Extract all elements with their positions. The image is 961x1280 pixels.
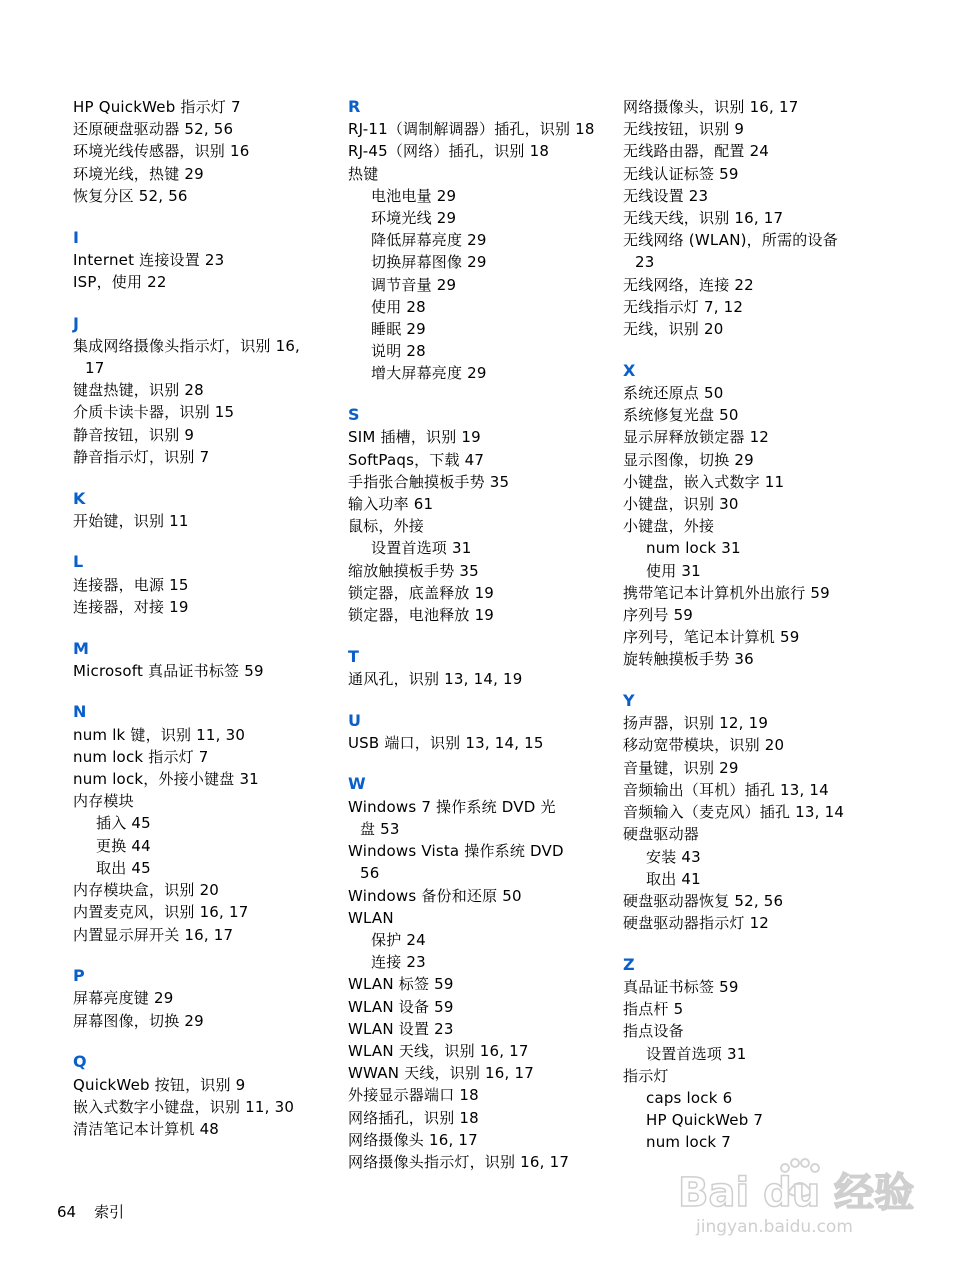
section-gap (73, 682, 328, 702)
watermark-brand: Bai du 经验 (678, 1170, 915, 1216)
index-entry: 系统还原点 50 (623, 383, 724, 402)
index-letter-heading: U (348, 710, 361, 730)
index-entry: SoftPaqs，下载 47 (348, 450, 485, 469)
section-gap (623, 340, 893, 360)
index-entry: 硬盘驱动器 (623, 825, 700, 844)
index-entry: 硬盘驱动器恢复 52, 56 (623, 891, 784, 910)
index-subentry: caps lock 6 (646, 1089, 733, 1108)
index-entry: num lock，外接小键盘 31 (73, 770, 259, 789)
section-gap (348, 754, 603, 774)
index-letter-heading: K (73, 488, 86, 508)
index-entry: 音频输入（麦克风）插孔 13, 14 (623, 803, 845, 822)
index-letter-heading: Z (623, 954, 635, 974)
index-entry: 旋转触摸板手势 36 (623, 650, 754, 669)
index-letter-heading: Y (623, 691, 635, 711)
index-subentry: 保护 24 (371, 930, 426, 949)
section-gap (623, 671, 893, 691)
index-entry: 网络摄像头 16, 17 (348, 1130, 478, 1149)
index-entry: 无线网络 (WLAN)，所需的设备 (623, 231, 838, 250)
index-column-1 (73, 96, 328, 1140)
index-entry: 输入功率 61 (348, 494, 434, 513)
index-entry: 静音按钮，识别 9 (73, 425, 195, 444)
index-entry: 无线设置 23 (623, 186, 709, 205)
index-entry: 无线按钮，识别 9 (623, 120, 745, 139)
index-entry: 锁定器，底盖释放 19 (348, 583, 495, 602)
index-letter-heading: W (348, 774, 366, 794)
index-subentry: 环境光线 29 (371, 209, 457, 228)
index-entry: Microsoft 真品证书标签 59 (73, 661, 264, 680)
index-entry: 无线网络，连接 22 (623, 275, 754, 294)
index-entry: 网络插孔，识别 18 (348, 1108, 479, 1127)
index-entry: 显示图像，切换 29 (623, 450, 754, 469)
index-entry: ISP，使用 22 (73, 272, 167, 291)
index-subentry: 说明 28 (371, 342, 426, 361)
section-gap (73, 468, 328, 488)
index-letter-heading: M (73, 638, 89, 658)
index-entry: 清洁笔记本计算机 48 (73, 1119, 220, 1138)
section-gap (73, 618, 328, 638)
index-column-3 (623, 96, 893, 1154)
index-entry: 通风孔，识别 13, 14, 19 (348, 669, 523, 688)
index-entry: num lock 指示灯 7 (73, 747, 209, 766)
page-footer (57, 1201, 142, 1222)
index-entry: 手指张合触摸板手势 35 (348, 472, 510, 491)
section-gap (348, 690, 603, 710)
index-entry: 无线天线，识别 16, 17 (623, 209, 784, 228)
index-entry: 连接器，电源 15 (73, 575, 189, 594)
index-entry: 环境光线传感器，识别 16 (73, 142, 250, 161)
index-entry: 无线认证标签 59 (623, 164, 739, 183)
index-entry: 介质卡读卡器，识别 15 (73, 403, 235, 422)
index-entry: 移动宽带模块，识别 20 (623, 736, 785, 755)
index-entry: WLAN 标签 59 (348, 975, 454, 994)
index-entry-continuation: 盘 53 (360, 819, 400, 838)
index-entry: 内存模块 (73, 792, 134, 811)
index-entry: Internet 连接设置 23 (73, 250, 225, 269)
index-entry: num lk 键，识别 11, 30 (73, 725, 246, 744)
index-entry: RJ-45（网络）插孔，识别 18 (348, 142, 550, 161)
index-subentry: HP QuickWeb 7 (646, 1111, 764, 1130)
index-entry: 序列号 59 (623, 605, 694, 624)
index-entry: 小键盘，嵌入式数字 11 (623, 472, 785, 491)
index-letter-heading: Q (73, 1052, 87, 1072)
watermark-url: jingyan.baidu.com (696, 1217, 853, 1237)
index-entry: 内存模块盒，识别 20 (73, 881, 220, 900)
index-subentry: 调节音量 29 (371, 275, 457, 294)
index-entry: 集成网络摄像头指示灯，识别 16, (73, 336, 301, 355)
index-entry: 还原硬盘驱动器 52, 56 (73, 120, 234, 139)
index-entry: 内置麦克风，识别 16, 17 (73, 903, 249, 922)
index-letter-heading: J (73, 313, 79, 333)
index-entry: 真品证书标签 59 (623, 978, 739, 997)
index-entry: 音频输出（耳机）插孔 13, 14 (623, 780, 829, 799)
index-subentry: 连接 23 (371, 953, 426, 972)
index-entry: WLAN 设置 23 (348, 1019, 454, 1038)
index-entry-continuation: 23 (635, 253, 655, 272)
index-entry: 环境光线，热键 29 (73, 164, 204, 183)
section-gap (623, 934, 893, 954)
index-subentry: 降低屏幕亮度 29 (371, 231, 487, 250)
index-entry: Windows Vista 操作系统 DVD (348, 842, 564, 861)
index-entry: 序列号，笔记本计算机 59 (623, 628, 800, 647)
index-entry: 恢复分区 52, 56 (73, 186, 188, 205)
index-entry: 显示屏释放锁定器 12 (623, 428, 770, 447)
index-entry: 无线，识别 20 (623, 320, 724, 339)
index-letter-heading: S (348, 405, 360, 425)
section-gap (73, 293, 328, 313)
index-subentry: 取出 41 (646, 869, 701, 888)
index-subentry: 设置首选项 31 (646, 1044, 747, 1063)
index-entry: 屏幕图像，切换 29 (73, 1011, 204, 1030)
index-entry: 小键盘，外接 (623, 517, 715, 536)
index-subentry: 使用 31 (646, 561, 701, 580)
index-entry: 系统修复光盘 50 (623, 406, 739, 425)
section-gap (73, 1032, 328, 1052)
index-entry: 鼠标，外接 (348, 517, 425, 536)
index-entry: 缩放触摸板手势 35 (348, 561, 479, 580)
index-entry: WLAN (348, 908, 394, 927)
index-entry: RJ-11（调制解调器）插孔，识别 18 (348, 120, 595, 139)
page-number: 64 (57, 1203, 77, 1221)
index-subentry: 睡眠 29 (371, 320, 426, 339)
section-gap (348, 385, 603, 405)
index-entry: HP QuickWeb 指示灯 7 (73, 98, 241, 116)
index-entry: Windows 备份和还原 50 (348, 886, 522, 905)
index-entry-continuation: 17 (85, 359, 105, 378)
index-entry: 音量键，识别 29 (623, 758, 739, 777)
index-entry: Windows 7 操作系统 DVD 光 (348, 797, 556, 816)
index-letter-heading: T (348, 646, 359, 666)
index-entry: 网络摄像头，识别 16, 17 (623, 98, 799, 116)
index-letter-heading: X (623, 360, 636, 380)
index-letter-heading: R (348, 97, 361, 116)
index-subentry: 使用 28 (371, 297, 426, 316)
index-entry: WWAN 天线，识别 16, 17 (348, 1064, 534, 1083)
index-entry: 网络摄像头指示灯，识别 16, 17 (348, 1152, 570, 1171)
index-subentry: 电池电量 29 (371, 186, 457, 205)
index-subentry: num lock 7 (646, 1133, 731, 1152)
index-entry: 热键 (348, 164, 379, 183)
index-letter-heading: P (73, 966, 85, 986)
index-entry: 屏幕亮度键 29 (73, 989, 174, 1008)
section-gap (348, 626, 603, 646)
index-subentry: 设置首选项 31 (371, 539, 472, 558)
index-entry: 指点设备 (623, 1022, 684, 1041)
index-subentry: 安装 43 (646, 847, 701, 866)
baidu-jingyan-watermark (678, 1158, 918, 1238)
index-subentry: 增大屏幕亮度 29 (371, 364, 487, 383)
index-entry: 键盘热键，识别 28 (73, 381, 204, 400)
index-entry: 内置显示屏开关 16, 17 (73, 925, 234, 944)
index-subentry: num lock 31 (646, 539, 741, 558)
index-entry: 指点杆 5 (623, 1000, 684, 1019)
index-entry: 携带笔记本计算机外出旅行 59 (623, 583, 830, 602)
index-letter-heading: L (73, 552, 84, 572)
index-subentry: 取出 45 (96, 858, 151, 877)
index-entry: 扬声器，识别 12, 19 (623, 714, 769, 733)
section-gap (73, 946, 328, 966)
index-letter-heading: I (73, 227, 79, 247)
index-entry-continuation: 56 (360, 864, 380, 883)
index-entry: 小键盘，识别 30 (623, 494, 739, 513)
index-subentry: 插入 45 (96, 814, 151, 833)
index-entry: 无线指示灯 7, 12 (623, 297, 744, 316)
index-subentry: 更换 44 (96, 836, 151, 855)
index-column-2 (348, 96, 603, 1173)
index-entry: SIM 插槽，识别 19 (348, 428, 481, 447)
index-entry: 静音指示灯，识别 7 (73, 447, 210, 466)
index-entry: 开始键，识别 11 (73, 511, 189, 530)
section-title: 索引 (94, 1203, 125, 1221)
index-entry: 嵌入式数字小键盘，识别 11, 30 (73, 1097, 295, 1116)
index-entry: QuickWeb 按钮，识别 9 (73, 1075, 246, 1094)
index-entry: USB 端口，识别 13, 14, 15 (348, 733, 544, 752)
index-entry: WLAN 天线，识别 16, 17 (348, 1041, 529, 1060)
section-gap (73, 207, 328, 227)
index-subentry: 切换屏幕图像 29 (371, 253, 487, 272)
index-entry: 硬盘驱动器指示灯 12 (623, 914, 770, 933)
index-entry: 锁定器，电池释放 19 (348, 605, 495, 624)
index-entry: 外接显示器端口 18 (348, 1086, 479, 1105)
index-entry: WLAN 设备 59 (348, 997, 454, 1016)
index-entry: 连接器，对接 19 (73, 597, 189, 616)
index-entry: 指示灯 (623, 1066, 669, 1085)
index-entry: 无线路由器，配置 24 (623, 142, 770, 161)
index-letter-heading: N (73, 702, 87, 722)
section-gap (73, 532, 328, 552)
